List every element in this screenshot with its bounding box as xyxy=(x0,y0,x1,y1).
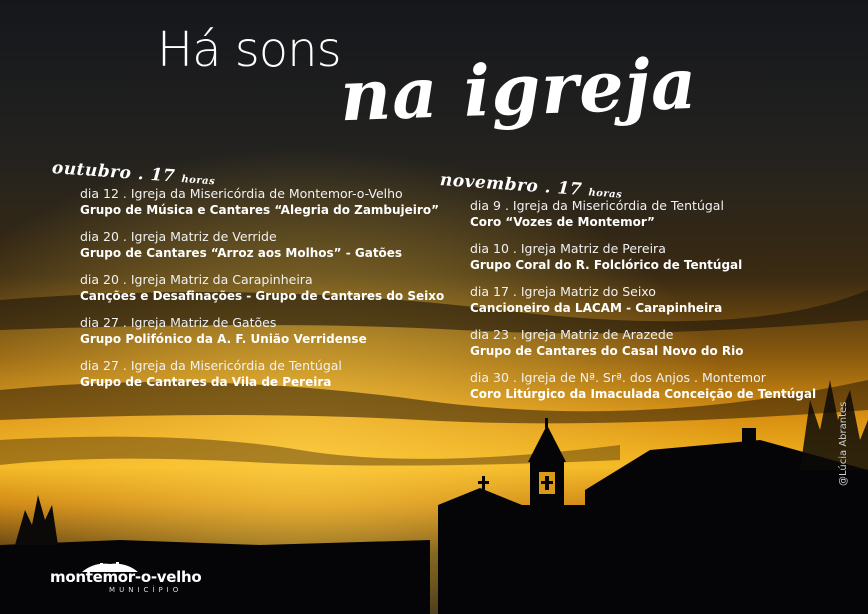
entry-place: dia 30 . Igreja de Nª. Srª. dos Anjos . Montemor xyxy=(470,370,766,385)
entry-place: dia 27 . Igreja da Misericórdia de Tentúgal xyxy=(80,358,342,373)
november-entries xyxy=(470,198,816,403)
entry-place: dia 17 . Igreja Matriz do Seixo xyxy=(470,284,656,299)
logo-name: montemor-o-velho xyxy=(50,568,202,586)
municipality-logo xyxy=(50,568,201,594)
entry-group: Coro Litúrgico da Imaculada Conceição de Tentúgal xyxy=(470,387,817,401)
entry-place: dia 12 . Igreja da Misericórdia de Montemor-o-Velho xyxy=(80,186,403,201)
october-entry xyxy=(80,358,444,391)
title-part-2: na igreja xyxy=(338,41,699,138)
entry-place: dia 27 . Igreja Matriz de Gatões xyxy=(80,315,277,330)
october-entries xyxy=(80,186,444,391)
entry-place: dia 9 . Igreja da Misericórdia de Tentúgal xyxy=(470,198,724,213)
november-entry xyxy=(470,370,816,403)
photo-credit: @Lúcia Abrantes xyxy=(838,401,849,486)
entry-group: Grupo de Cantares da Vila de Pereira xyxy=(80,375,332,389)
logo-sub: MUNICÍPIO xyxy=(109,586,183,594)
october-month-label: outubro . 17 xyxy=(51,158,176,187)
entry-group: Grupo de Música e Cantares “Alegria do Zambujeiro” xyxy=(80,203,439,217)
november-entry xyxy=(470,284,816,317)
entry-group: Grupo Polifónico da A. F. União Verridense xyxy=(80,332,367,346)
entry-group: Grupo de Cantares do Casal Novo do Rio xyxy=(470,344,744,358)
october-entry xyxy=(80,315,444,348)
october-column xyxy=(52,158,444,401)
entry-group: Canções e Desafinações - Grupo de Cantares do Seixo xyxy=(80,289,445,303)
entry-group: Cancioneiro da LACAM - Carapinheira xyxy=(470,301,723,315)
november-entry xyxy=(470,241,816,274)
entry-group: Grupo de Cantares “Arroz aos Molhos” - Gatões xyxy=(80,246,403,260)
title-part-1: Há sons xyxy=(157,22,341,78)
november-column xyxy=(440,170,816,413)
october-entry xyxy=(80,272,444,305)
entry-place: dia 23 . Igreja Matriz de Arazede xyxy=(470,327,674,342)
entry-group: Grupo Coral do R. Folclórico de Tentúgal xyxy=(470,258,743,272)
entry-place: dia 20 . Igreja Matriz de Verride xyxy=(80,229,277,244)
entry-place: dia 20 . Igreja Matriz da Carapinheira xyxy=(80,272,313,287)
november-month-label: novembro . 17 xyxy=(439,170,583,200)
entry-place: dia 10 . Igreja Matriz de Pereira xyxy=(470,241,666,256)
november-entry xyxy=(470,327,816,360)
november-hours-label: horas xyxy=(587,187,623,201)
entry-group: Coro “Vozes de Montemor” xyxy=(470,215,655,229)
october-entry xyxy=(80,229,444,262)
october-hours-label: horas xyxy=(181,174,216,188)
